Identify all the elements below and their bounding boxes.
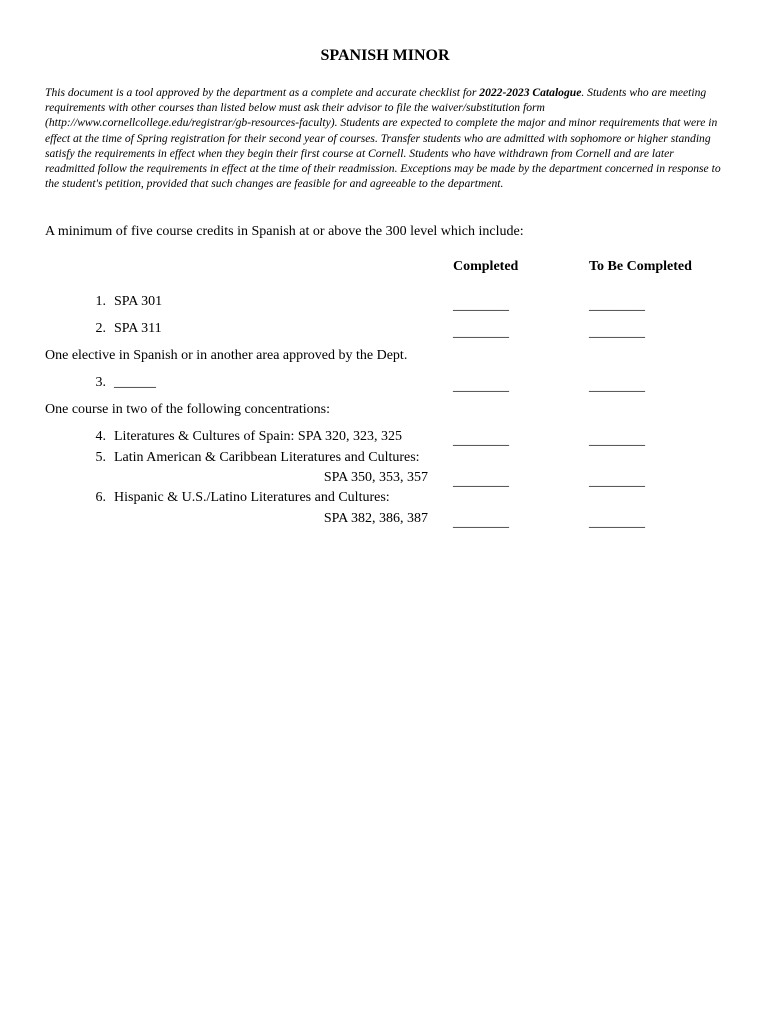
concentration-courses: SPA 382, 386, 387 — [323, 511, 428, 526]
item-label: Hispanic & U.S./Latino Literatures and Cultures: — [114, 490, 390, 505]
concentration-item-hispanic-latino — [82, 489, 390, 507]
to-be-completed-column-header: To Be Completed — [589, 259, 692, 274]
item-label: Latin American & Caribbean Literatures and Cultures: — [114, 450, 420, 465]
item-label: Literatures & Cultures of Spain: SPA 320, 323, 325 — [114, 429, 403, 444]
item-number: 5. — [95, 450, 106, 465]
page-title: SPANISH MINOR — [320, 47, 450, 64]
concentration-courses: SPA 350, 353, 357 — [323, 470, 428, 485]
item-number: 1. — [95, 294, 106, 309]
completed-blank[interactable]: ________ — [453, 515, 509, 530]
item-number: 4. — [95, 429, 106, 444]
completed-blank[interactable]: ________ — [453, 433, 509, 448]
completed-blank[interactable]: ________ — [453, 325, 509, 340]
item-label: SPA 311 — [114, 321, 162, 336]
elective-blank[interactable]: ______ — [114, 375, 156, 390]
to-be-completed-blank[interactable]: ________ — [589, 433, 645, 448]
item-number: 2. — [95, 321, 106, 336]
intro-text-part1: This document is a tool approved by the department as a complete and accurate checklist for — [45, 86, 480, 99]
completed-column-header: Completed — [453, 259, 519, 274]
to-be-completed-blank[interactable]: ________ — [589, 298, 645, 313]
item-label: SPA 301 — [114, 294, 163, 309]
concentration-item-latin-american — [82, 449, 420, 467]
to-be-completed-blank[interactable]: ________ — [589, 515, 645, 530]
intro-text-part2: . Students who are meeting requirements with other courses than listed below must ask their advisor to file the waiver/substitution form (http://www.cornellcollege.edu/registrar/gb-resources-faculty). Students are expected to complete the major and minor requirements that were in effect at the time of Spring registration for their second year of courses. Transfer students who are admitted with sophomore or higher standing satisfy the requirements in effect when they begin their first course at Cornell. Students who have withdrawn from Cornell and are later readmitted follow the requirements in effect at the time of their readmission. Exceptions may be made by the department concerned in response to the student's petition, provided that such changes are feasible for and agreeable to the department. — [45, 86, 721, 191]
completed-blank[interactable]: ________ — [453, 474, 509, 489]
to-be-completed-blank[interactable]: ________ — [589, 379, 645, 394]
to-be-completed-blank[interactable]: ________ — [589, 474, 645, 489]
elective-statement: One elective in Spanish or in another area approved by the Dept. — [45, 348, 408, 363]
concentrations-statement: One course in two of the following concentrations: — [45, 402, 330, 417]
to-be-completed-blank[interactable]: ________ — [589, 325, 645, 340]
course-item-spa301 — [82, 293, 162, 311]
requirement-statement: A minimum of five course credits in Spanish at or above the 300 level which include: — [45, 224, 524, 239]
item-number: 6. — [95, 490, 106, 505]
course-item-spa311 — [82, 320, 162, 338]
concentration-item-spain — [82, 428, 402, 446]
catalogue-year: 2022-2023 Catalogue — [479, 86, 582, 99]
completed-blank[interactable]: ________ — [453, 379, 509, 394]
elective-item — [82, 374, 156, 392]
item-number: 3. — [95, 375, 106, 390]
intro-paragraph — [45, 85, 723, 191]
completed-blank[interactable]: ________ — [453, 298, 509, 313]
